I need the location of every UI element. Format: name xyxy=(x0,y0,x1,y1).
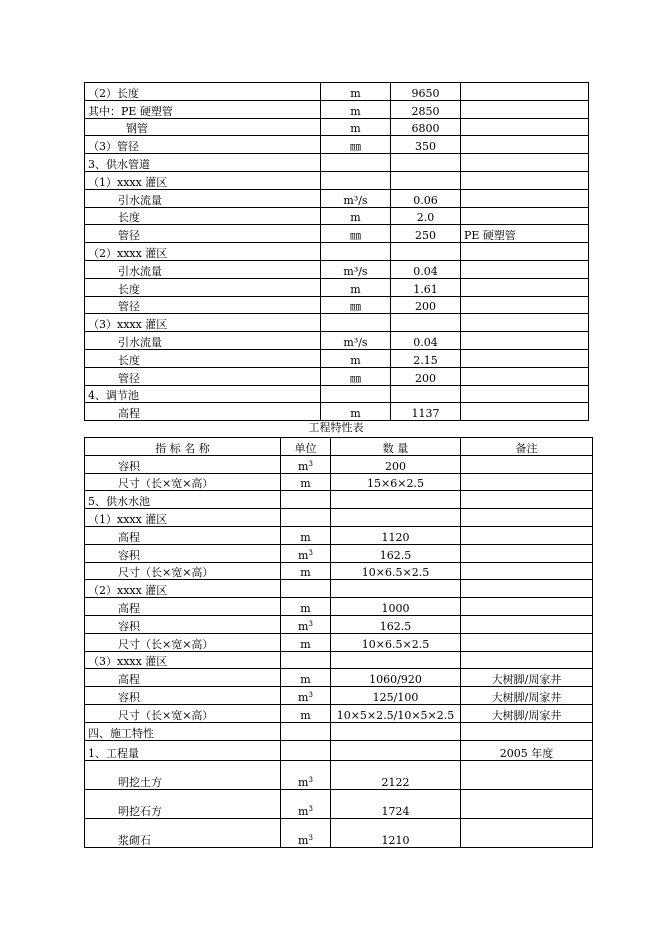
indicator-cell: 管径 xyxy=(85,225,321,243)
quantity-cell xyxy=(331,740,461,760)
unit-cell xyxy=(321,154,391,172)
table-row xyxy=(85,651,593,669)
table-row xyxy=(85,580,593,598)
table-row xyxy=(85,367,589,385)
table-row xyxy=(85,509,593,527)
indicator-cell: 高程 xyxy=(85,526,281,544)
remark-cell xyxy=(461,722,593,740)
unit-cell: m xyxy=(281,562,331,580)
table-row xyxy=(85,562,593,580)
indicator-cell: 四、施工特性 xyxy=(85,722,281,740)
quantity-cell: 200 xyxy=(391,367,461,385)
quantity-cell: 1000 xyxy=(331,598,461,616)
quantity-cell: 10×6.5×2.5 xyxy=(331,562,461,580)
remark-cell xyxy=(461,491,593,509)
unit-cell: $m^3$ xyxy=(281,455,331,473)
quantity-cell: 15×6×2.5 xyxy=(331,473,461,491)
quantity-cell xyxy=(331,509,461,527)
indicator-cell: 高程 xyxy=(85,598,281,616)
quantity-cell: 1724 xyxy=(331,789,461,818)
quantity-cell: 6800 xyxy=(391,118,461,136)
remark-cell xyxy=(461,615,593,633)
remark-cell xyxy=(461,349,589,367)
remark-cell xyxy=(461,171,589,189)
table-row xyxy=(85,118,589,136)
unit-cell: m xyxy=(321,349,391,367)
remark-cell xyxy=(461,154,589,172)
unit-cell: m xyxy=(321,403,391,421)
indicator-cell: 明挖土方 xyxy=(85,760,281,789)
unit-cell: m xyxy=(321,100,391,118)
indicator-cell: 5、供水水池 xyxy=(85,491,281,509)
spec-table-top xyxy=(84,82,589,421)
indicator-cell: （1）xxxx 灌区 xyxy=(85,509,281,527)
remark-cell xyxy=(461,367,589,385)
quantity-cell xyxy=(391,171,461,189)
remark-cell xyxy=(461,83,589,101)
table-row xyxy=(85,403,589,421)
indicator-cell: 容积 xyxy=(85,615,281,633)
quantity-cell: 1.61 xyxy=(391,278,461,296)
unit-cell: $m^3$ xyxy=(281,544,331,562)
header-row xyxy=(85,438,593,456)
quantity-cell: 2.0 xyxy=(391,207,461,225)
unit-cell xyxy=(321,171,391,189)
table-row xyxy=(85,207,589,225)
unit-cell: m xyxy=(281,598,331,616)
quantity-cell: 1060/920 xyxy=(331,669,461,687)
unit-cell: m xyxy=(281,526,331,544)
indicator-cell: （3）xxxx 灌区 xyxy=(85,651,281,669)
table-row xyxy=(85,740,593,760)
indicator-cell: （3）管径 xyxy=(85,136,321,154)
quantity-cell: 9650 xyxy=(391,83,461,101)
table-row xyxy=(85,260,589,278)
unit-cell xyxy=(281,722,331,740)
remark-cell xyxy=(461,598,593,616)
quantity-cell: 162.5 xyxy=(331,544,461,562)
indicator-cell: 尺寸（长×宽×高） xyxy=(85,473,281,491)
table-row xyxy=(85,818,593,847)
table-row xyxy=(85,136,589,154)
table-row xyxy=(85,154,589,172)
table-row xyxy=(85,225,589,243)
unit-cell: m xyxy=(281,704,331,722)
indicator-cell: 尺寸（长×宽×高） xyxy=(85,704,281,722)
unit-cell xyxy=(321,385,391,403)
remark-cell xyxy=(461,526,593,544)
indicator-cell: 钢管 xyxy=(85,118,321,136)
header-remark: 备注 xyxy=(461,438,593,456)
remark-cell xyxy=(461,207,589,225)
table-row xyxy=(85,491,593,509)
indicator-cell: 管径 xyxy=(85,367,321,385)
quantity-cell: 0.04 xyxy=(391,332,461,350)
unit-cell: ㎜ xyxy=(321,136,391,154)
remark-cell xyxy=(461,818,593,847)
remark-cell xyxy=(461,403,589,421)
remark-cell xyxy=(461,789,593,818)
header-quantity: 数 量 xyxy=(331,438,461,456)
remark-cell xyxy=(461,100,589,118)
unit-cell: m³/s xyxy=(321,260,391,278)
table-row xyxy=(85,598,593,616)
quantity-cell: 0.06 xyxy=(391,189,461,207)
unit-cell: m xyxy=(281,633,331,651)
indicator-cell: （2）xxxx 灌区 xyxy=(85,243,321,261)
remark-cell xyxy=(461,580,593,598)
quantity-cell: 2122 xyxy=(331,760,461,789)
remark-cell xyxy=(461,473,593,491)
table-row xyxy=(85,615,593,633)
remark-cell xyxy=(461,332,589,350)
unit-cell: m xyxy=(321,207,391,225)
quantity-cell: 125/100 xyxy=(331,687,461,705)
remark-cell xyxy=(461,544,593,562)
quantity-cell xyxy=(391,314,461,332)
unit-cell xyxy=(321,314,391,332)
remark-cell: 大树脚/周家井 xyxy=(461,687,593,705)
indicator-cell: 引水流量 xyxy=(85,332,321,350)
unit-cell xyxy=(281,740,331,760)
unit-cell: ㎜ xyxy=(321,367,391,385)
quantity-cell: 2850 xyxy=(391,100,461,118)
table-row xyxy=(85,314,589,332)
quantity-cell: 10×6.5×2.5 xyxy=(331,633,461,651)
indicator-cell: 管径 xyxy=(85,296,321,314)
quantity-cell xyxy=(331,651,461,669)
indicator-cell: （3）xxxx 灌区 xyxy=(85,314,321,332)
unit-cell xyxy=(281,580,331,598)
quantity-cell: 2.15 xyxy=(391,349,461,367)
indicator-cell: 容积 xyxy=(85,544,281,562)
unit-cell: m xyxy=(281,669,331,687)
remark-cell: 大树脚/周家井 xyxy=(461,704,593,722)
table-row xyxy=(85,704,593,722)
unit-cell: m³/s xyxy=(321,189,391,207)
unit-cell: $m^3$ xyxy=(281,615,331,633)
indicator-cell: 容积 xyxy=(85,687,281,705)
table-caption: 工程特性表 xyxy=(308,421,364,434)
spec-table-bottom xyxy=(84,437,593,848)
remark-cell xyxy=(461,633,593,651)
table-row xyxy=(85,544,593,562)
indicator-cell: 引水流量 xyxy=(85,189,321,207)
quantity-cell xyxy=(391,243,461,261)
unit-cell: $m^3$ xyxy=(281,687,331,705)
unit-cell: m xyxy=(321,83,391,101)
table-row xyxy=(85,171,589,189)
indicator-cell: 4、调节池 xyxy=(85,385,321,403)
table-row xyxy=(85,385,589,403)
table-row xyxy=(85,455,593,473)
quantity-cell: 1120 xyxy=(331,526,461,544)
remark-cell: 2005 年度 xyxy=(461,740,593,760)
unit-cell: $m^3$ xyxy=(281,789,331,818)
indicator-cell: 高程 xyxy=(85,669,281,687)
quantity-cell xyxy=(331,580,461,598)
quantity-cell: 250 xyxy=(391,225,461,243)
indicator-cell: 尺寸（长×宽×高） xyxy=(85,633,281,651)
table-row xyxy=(85,473,593,491)
indicator-cell: 高程 xyxy=(85,403,321,421)
quantity-cell: 10×5×2.5/10×5×2.5 xyxy=(331,704,461,722)
remark-cell: PE 硬塑管 xyxy=(461,225,589,243)
remark-cell xyxy=(461,385,589,403)
remark-cell xyxy=(461,243,589,261)
table-row xyxy=(85,349,589,367)
remark-cell xyxy=(461,260,589,278)
quantity-cell xyxy=(331,491,461,509)
quantity-cell xyxy=(331,722,461,740)
quantity-cell: 350 xyxy=(391,136,461,154)
table-row xyxy=(85,83,589,101)
table-row xyxy=(85,633,593,651)
indicator-cell: 明挖石方 xyxy=(85,789,281,818)
unit-cell: m³/s xyxy=(321,332,391,350)
table-row xyxy=(85,189,589,207)
remark-cell xyxy=(461,278,589,296)
remark-cell xyxy=(461,562,593,580)
header-unit: 单位 xyxy=(281,438,331,456)
unit-cell: m xyxy=(281,473,331,491)
indicator-cell: 容积 xyxy=(85,455,281,473)
quantity-cell: 0.04 xyxy=(391,260,461,278)
table-row xyxy=(85,526,593,544)
table-row xyxy=(85,687,593,705)
table-row xyxy=(85,722,593,740)
indicator-cell: 长度 xyxy=(85,349,321,367)
unit-cell: m xyxy=(321,118,391,136)
quantity-cell xyxy=(391,385,461,403)
table-row xyxy=(85,278,589,296)
table-row xyxy=(85,243,589,261)
remark-cell xyxy=(461,136,589,154)
quantity-cell: 200 xyxy=(391,296,461,314)
remark-cell: 大树脚/周家井 xyxy=(461,669,593,687)
table-row xyxy=(85,760,593,789)
quantity-cell: 162.5 xyxy=(331,615,461,633)
indicator-cell: 浆砌石 xyxy=(85,818,281,847)
indicator-cell: 1、工程量 xyxy=(85,740,281,760)
table-row xyxy=(85,789,593,818)
indicator-cell: 引水流量 xyxy=(85,260,321,278)
indicator-cell: （2）xxxx 灌区 xyxy=(85,580,281,598)
remark-cell xyxy=(461,118,589,136)
table-row xyxy=(85,332,589,350)
unit-cell xyxy=(281,651,331,669)
unit-cell xyxy=(281,509,331,527)
table-row xyxy=(85,669,593,687)
quantity-cell: 1210 xyxy=(331,818,461,847)
indicator-cell: 长度 xyxy=(85,207,321,225)
indicator-cell: 尺寸（长×宽×高） xyxy=(85,562,281,580)
indicator-cell: 长度 xyxy=(85,278,321,296)
unit-cell xyxy=(321,243,391,261)
remark-cell xyxy=(461,651,593,669)
indicator-cell: （1）xxxx 灌区 xyxy=(85,171,321,189)
indicator-cell: 其中：PE 硬塑管 xyxy=(85,100,321,118)
unit-cell: m xyxy=(321,278,391,296)
quantity-cell: 200 xyxy=(331,455,461,473)
unit-cell: $m^3$ xyxy=(281,818,331,847)
remark-cell xyxy=(461,760,593,789)
quantity-cell: 1137 xyxy=(391,403,461,421)
unit-cell: $m^3$ xyxy=(281,760,331,789)
indicator-cell: 3、供水管道 xyxy=(85,154,321,172)
remark-cell xyxy=(461,455,593,473)
quantity-cell xyxy=(391,154,461,172)
remark-cell xyxy=(461,189,589,207)
header-indicator: 指 标 名 称 xyxy=(85,438,281,456)
unit-cell: ㎜ xyxy=(321,296,391,314)
remark-cell xyxy=(461,314,589,332)
table-row xyxy=(85,296,589,314)
unit-cell xyxy=(281,491,331,509)
remark-cell xyxy=(461,296,589,314)
table-row xyxy=(85,100,589,118)
remark-cell xyxy=(461,509,593,527)
unit-cell: ㎜ xyxy=(321,225,391,243)
indicator-cell: （2）长度 xyxy=(85,83,321,101)
